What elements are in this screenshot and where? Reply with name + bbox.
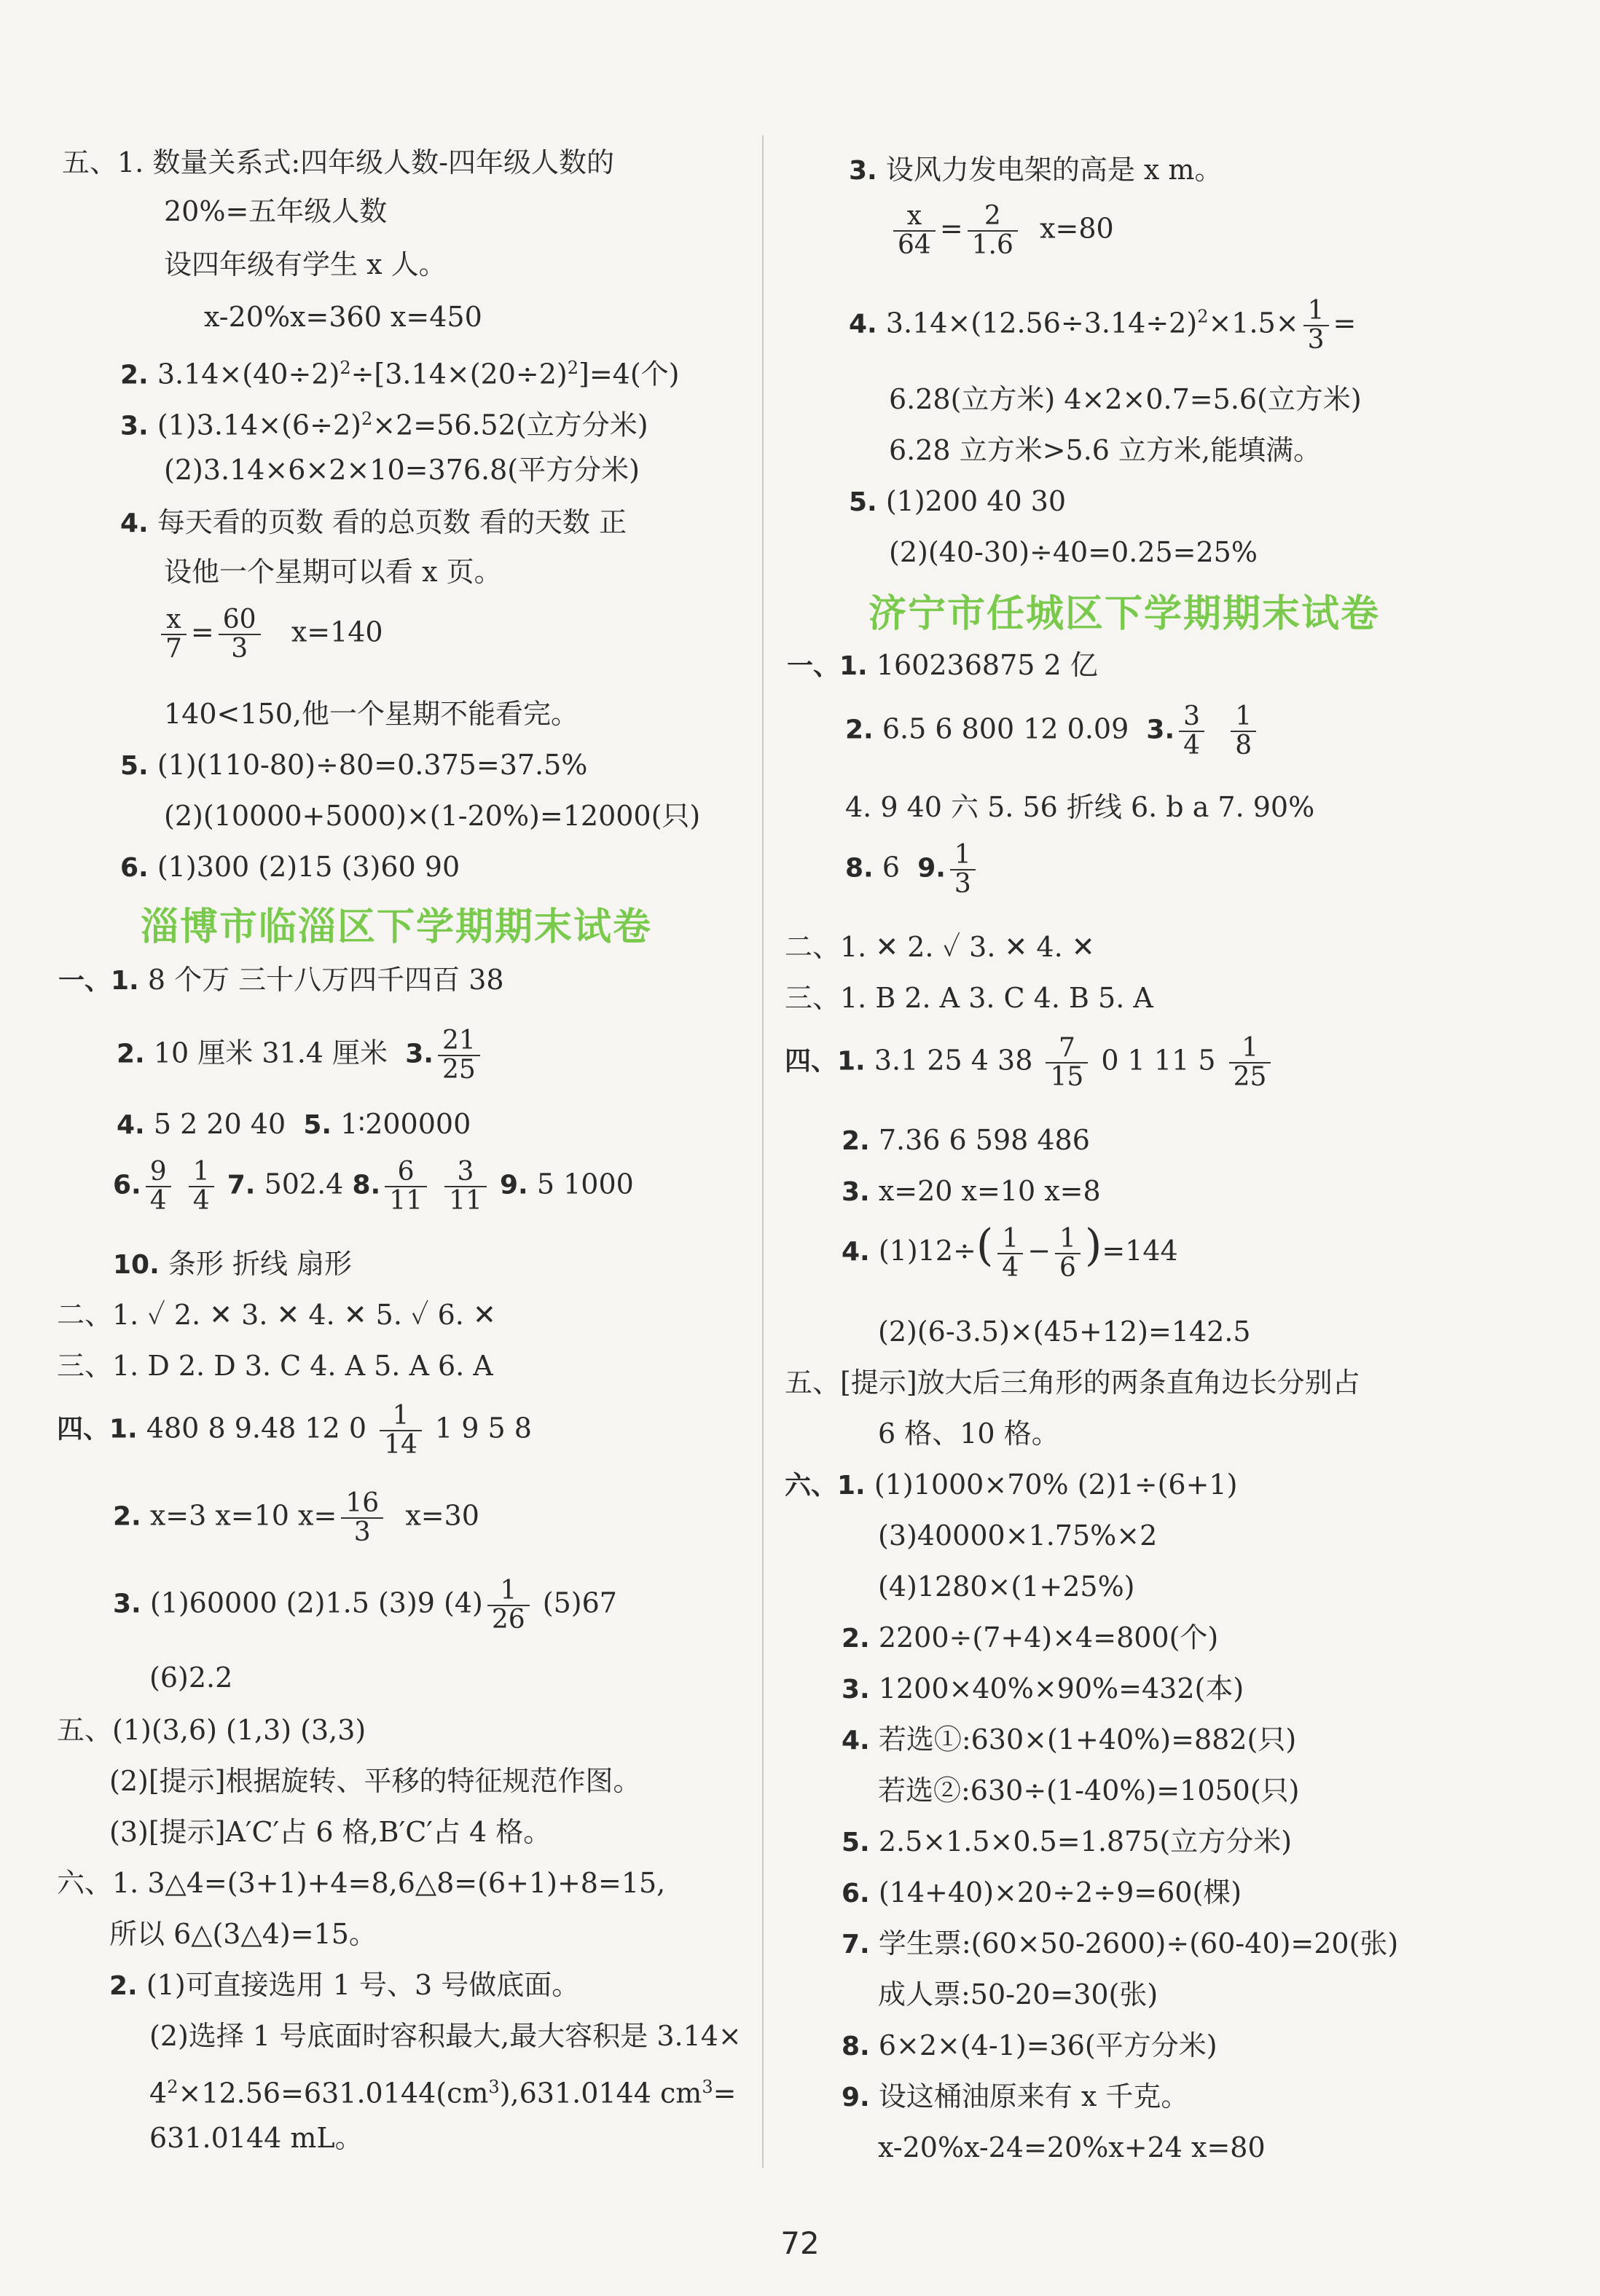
- fraction: $\frac{1}{26}$: [487, 1577, 530, 1634]
- fraction: $\frac{1}{4}$: [997, 1225, 1023, 1282]
- text-line: 3. x=20 x=10 x=8: [842, 1175, 1101, 1207]
- equation-line: 4. (1)12÷( $\frac{1}{4}$ − $\frac{1}{6}$ )=144: [842, 1220, 1178, 1283]
- fraction: $\frac{16}{3}$: [341, 1490, 383, 1546]
- equation-line: 8. 6 9. $\frac{1}{3}$: [845, 841, 980, 898]
- text-line: (2)(10000+5000)×(1-20%)=12000(只): [164, 800, 701, 832]
- fraction: $\frac{1}{6}$: [1055, 1225, 1081, 1282]
- equation-line: 3. (1)60000 (2)1.5 (3)9 (4) $\frac{1}{26}$ (5)67: [113, 1576, 617, 1635]
- text-line: 成人票:50-20=30(张): [878, 1978, 1158, 2010]
- fraction: $\frac{1}{3}$: [1303, 297, 1329, 354]
- text-line: (2)(40-30)÷40=0.25=25%: [889, 536, 1258, 568]
- text-line: 六、1. (1)1000×70% (2)1÷(6+1): [785, 1469, 1238, 1501]
- text-line: 6. (1)300 (2)15 (3)60 90: [120, 851, 460, 883]
- text-line: 三、1. D 2. D 3. C 4. A 5. A 6. A: [57, 1350, 493, 1382]
- fraction: $\frac{1}{25}$: [1229, 1034, 1271, 1091]
- fraction: $\frac{60}{3}$: [219, 606, 261, 663]
- text-line: 5. (1)200 40 30: [849, 485, 1067, 517]
- text-line: 设他一个星期可以看 x 页。: [164, 556, 502, 588]
- text-line: 9. 设这桶油原来有 x 千克。: [842, 2080, 1189, 2112]
- fraction: $\frac{7}{15}$: [1046, 1034, 1088, 1091]
- equation-line: 2. 10 厘米 31.4 厘米 3. $\frac{21}{25}$: [117, 1027, 485, 1084]
- fraction: $\frac{1}{14}$: [380, 1402, 422, 1459]
- equation-line: 4. $3.14\times(12.56\div 3.14\div 2)^2\times 1.5\times$ $\frac{1}{3}$ =: [849, 296, 1357, 355]
- text-line: 二、1. ✓ 2. ✕ 3. ✕ 4. ✕ 5. ✓ 6. ✕: [57, 1299, 496, 1331]
- text-line: (2)3.14×6×2×10=376.8(平方分米): [164, 454, 640, 486]
- left-column: [0, 0, 761, 2296]
- text-line: 140<150,他一个星期不能看完。: [164, 698, 579, 730]
- text-line: 5. 2.5×1.5×0.5=1.875(立方分米): [842, 1825, 1293, 1857]
- text-line: (6)2.2: [149, 1662, 233, 1694]
- text-line: (3)40000×1.75%×2: [878, 1519, 1158, 1552]
- text-line: 三、1. B 2. A 3. C 4. B 5. A: [785, 982, 1153, 1014]
- text-line: 8. 6×2×(4-1)=36(平方分米): [842, 2029, 1217, 2061]
- text-line: 6.28(立方米) 4×2×0.7=5.6(立方米): [889, 383, 1362, 415]
- equation-line: 四、1. 480 8 9.48 12 0 $\frac{1}{14}$ 1 9 5 8: [57, 1401, 532, 1460]
- fraction: $\frac{x}{7}$: [161, 606, 187, 663]
- text-line: 6. (14+40)×20÷2÷9=60(棵): [842, 1876, 1242, 1908]
- text-line: 设四年级有学生 x 人。: [164, 248, 447, 280]
- text-line: (4)1280×(1+25%): [878, 1570, 1135, 1603]
- text-line: 五、1. 数量关系式:四年级人数-四年级人数的: [62, 146, 614, 178]
- text-line: $4^2\times 12.56=631.0144(cm^3),631.0144$ $cm^3=$: [149, 2077, 737, 2110]
- fraction: $\frac{3}{11}$: [444, 1158, 487, 1215]
- text-line: 五、[提示]放大后三角形的两条直角边长分别占: [785, 1367, 1360, 1399]
- text-line: 3. $(1)3.14\times(6\div 2)^2\times 2=56.52$(立方分米): [120, 409, 648, 441]
- text-line: 6 格、10 格。: [878, 1418, 1059, 1450]
- equation-line: $\frac{x}{64}$ = $\frac{2}{1.6}$ x=80: [889, 203, 1114, 259]
- text-line: 7. 学生票:(60×50-2600)÷(60-40)=20(张): [842, 1927, 1399, 1959]
- equation-line: 2. x=3 x=10 x= $\frac{16}{3}$ x=30: [113, 1488, 479, 1547]
- text-line: (3)[提示]A′C′占 6 格,B′C′占 4 格。: [109, 1816, 552, 1848]
- text-line: 4. 5 2 20 40 5. 1∶200000: [117, 1108, 471, 1140]
- text-line: x-20%x=360 x=450: [204, 301, 482, 333]
- text-line: x-20%x-24=20%x+24 x=80: [878, 2131, 1266, 2163]
- text-line: 2. (1)可直接选用 1 号、3 号做底面。: [109, 1969, 580, 2001]
- text-line: 一、1. 8 个万 三十八万四千四百 38: [58, 964, 504, 996]
- section-title: 淄博市临淄区下学期期末试卷: [141, 905, 653, 949]
- text-line: 2. 2200÷(7+4)×4=800(个): [842, 1621, 1219, 1654]
- section-title: 济宁市任城区下学期期末试卷: [868, 592, 1381, 636]
- column-divider: [762, 135, 764, 2168]
- fraction: $\frac{3}{4}$: [1179, 703, 1204, 760]
- fraction: $\frac{x}{64}$: [893, 203, 936, 259]
- equation-line: 四、1. 3.1 25 4 38 $\frac{7}{15}$ 0 1 11 5 $\frac{1}{25}$: [785, 1034, 1275, 1091]
- text-line: 20%=五年级人数: [164, 195, 388, 227]
- text-line: 10. 条形 折线 扇形: [113, 1248, 353, 1280]
- text-line: 2. 7.36 6 598 486: [842, 1124, 1090, 1156]
- text-line: 六、1. 3△4=(3+1)+4=8,6△8=(6+1)+8=15,: [57, 1867, 666, 1899]
- text-line: 4. 每天看的页数 看的总页数 看的天数 正: [120, 506, 627, 538]
- fraction: $\frac{9}{4}$: [146, 1158, 171, 1215]
- text-line: 一、1. 160236875 2 亿: [787, 649, 1098, 681]
- text-line: (2)[提示]根据旋转、平移的特征规范作图。: [109, 1765, 641, 1797]
- text-line: 4. 9 40 六 5. 56 折线 6. b a 7. 90%: [845, 791, 1315, 823]
- fraction: $\frac{1}{4}$: [189, 1158, 214, 1215]
- fraction: $\frac{21}{25}$: [438, 1027, 480, 1084]
- right-column: [769, 0, 1600, 2296]
- fraction: $\frac{6}{11}$: [385, 1158, 427, 1215]
- fraction: $\frac{1}{3}$: [950, 841, 976, 898]
- equation-line: $\frac{x}{7}$ = $\frac{60}{3}$ x=140: [157, 606, 383, 663]
- text-line: (2)选择 1 号底面时容积最大,最大容积是 3.14×: [149, 2020, 742, 2052]
- fraction: $\frac{1}{8}$: [1231, 703, 1256, 760]
- text-line: 2. $3.14\times(40\div 2)^2\div[3.14\times(20\div 2)^2]=4$(个): [120, 358, 680, 390]
- equation-line: 2. 6.5 6 800 12 0.09 3. $\frac{3}{4}$ $\frac{1}{8}$: [845, 703, 1260, 760]
- text-line: 3. 1200×40%×90%=432(本): [842, 1672, 1244, 1705]
- text-line: (2)(6-3.5)×(45+12)=142.5: [878, 1316, 1251, 1348]
- page-number: 72: [780, 2225, 820, 2261]
- equation-line: 6. $\frac{9}{4}$ $\frac{1}{4}$ 7. 502.4 8. $\frac{6}{11}$ $\frac{3}{11}$ 9. 5 1000: [113, 1157, 634, 1216]
- text-line: 所以 6△(3△4)=15。: [109, 1918, 377, 1950]
- text-line: 二、1. ✕ 2. ✓ 3. ✕ 4. ✕: [785, 931, 1095, 963]
- text-line: 3. 设风力发电架的高是 x m。: [849, 154, 1223, 186]
- fraction: $\frac{2}{1.6}$: [968, 203, 1018, 259]
- text-line: 4. 若选①:630×(1+40%)=882(只): [842, 1723, 1297, 1756]
- text-line: 五、(1)(3,6) (1,3) (3,3): [57, 1714, 366, 1746]
- text-line: 5. (1)(110-80)÷80=0.375=37.5%: [120, 749, 588, 781]
- text-line: 6.28 立方米>5.6 立方米,能填满。: [889, 434, 1322, 466]
- text-line: 631.0144 mL。: [149, 2122, 363, 2154]
- text-line: 若选②:630÷(1-40%)=1050(只): [878, 1774, 1300, 1806]
